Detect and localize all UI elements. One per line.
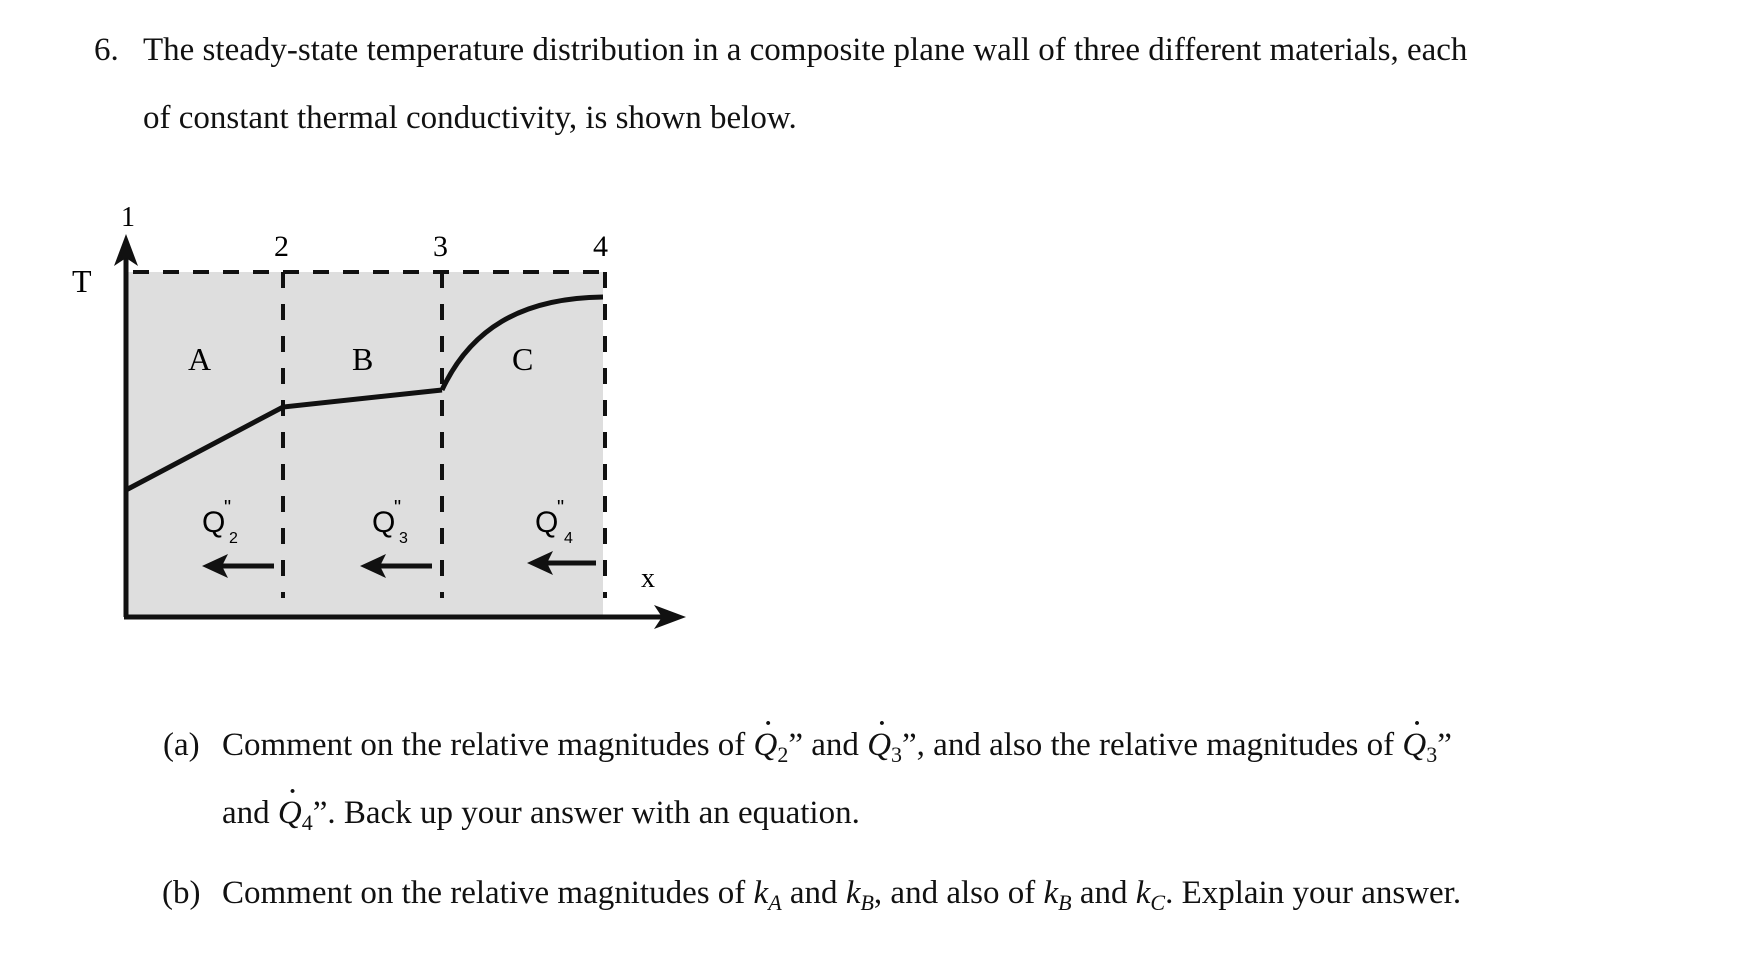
svg-text:4: 4 (564, 530, 573, 547)
q2-symbol: · Q (754, 729, 778, 762)
interface-label-2: 2 (274, 230, 289, 263)
question-text-line-2: of constant thermal conductivity, is shown below. (143, 100, 797, 136)
region-label-b: B (352, 341, 374, 377)
region-label-c: C (512, 341, 534, 377)
interface-label-4: 4 (593, 230, 608, 263)
part-a-line-1: Comment on the relative magnitudes of · $Q_2$” and · $Q_3$”, and also the relative magnitudes of · $Q_3$” (222, 729, 1452, 762)
svg-text:": " (557, 497, 565, 519)
svg-text:3: 3 (399, 530, 408, 547)
part-b-line: Comment on the relative magnitudes of $k_A$ and $k_B$, and also of $k_B$ and $k_C$. Explain your answer. (222, 875, 1462, 915)
part-a-label: (a) (163, 727, 200, 763)
svg-text:Q: Q (202, 506, 226, 539)
question-text-line-1: The steady-state temperature distribution in a composite plane wall of three different materials, each (143, 32, 1468, 68)
region-label-a: A (188, 341, 212, 377)
q3-symbol: · Q (867, 729, 891, 762)
interface-label-1: 1 (121, 202, 135, 233)
svg-text:": " (394, 497, 402, 519)
part-b-label: (b) (162, 875, 201, 911)
svg-text:Q: Q (372, 506, 396, 539)
t-axis-label: T (72, 263, 92, 299)
interface-label-3: 3 (433, 230, 448, 263)
svg-text:": " (224, 497, 232, 519)
x-axis-label: x (641, 563, 655, 594)
svg-text:Q: Q (535, 506, 559, 539)
svg-text:2: 2 (229, 530, 238, 547)
q3-symbol-2: · Q (1402, 729, 1426, 762)
question-number: 6. (94, 32, 119, 68)
q4-symbol: · Q (278, 797, 302, 830)
part-a-line-2: and · $Q_4$”. Back up your answer with an equation. (222, 797, 860, 830)
